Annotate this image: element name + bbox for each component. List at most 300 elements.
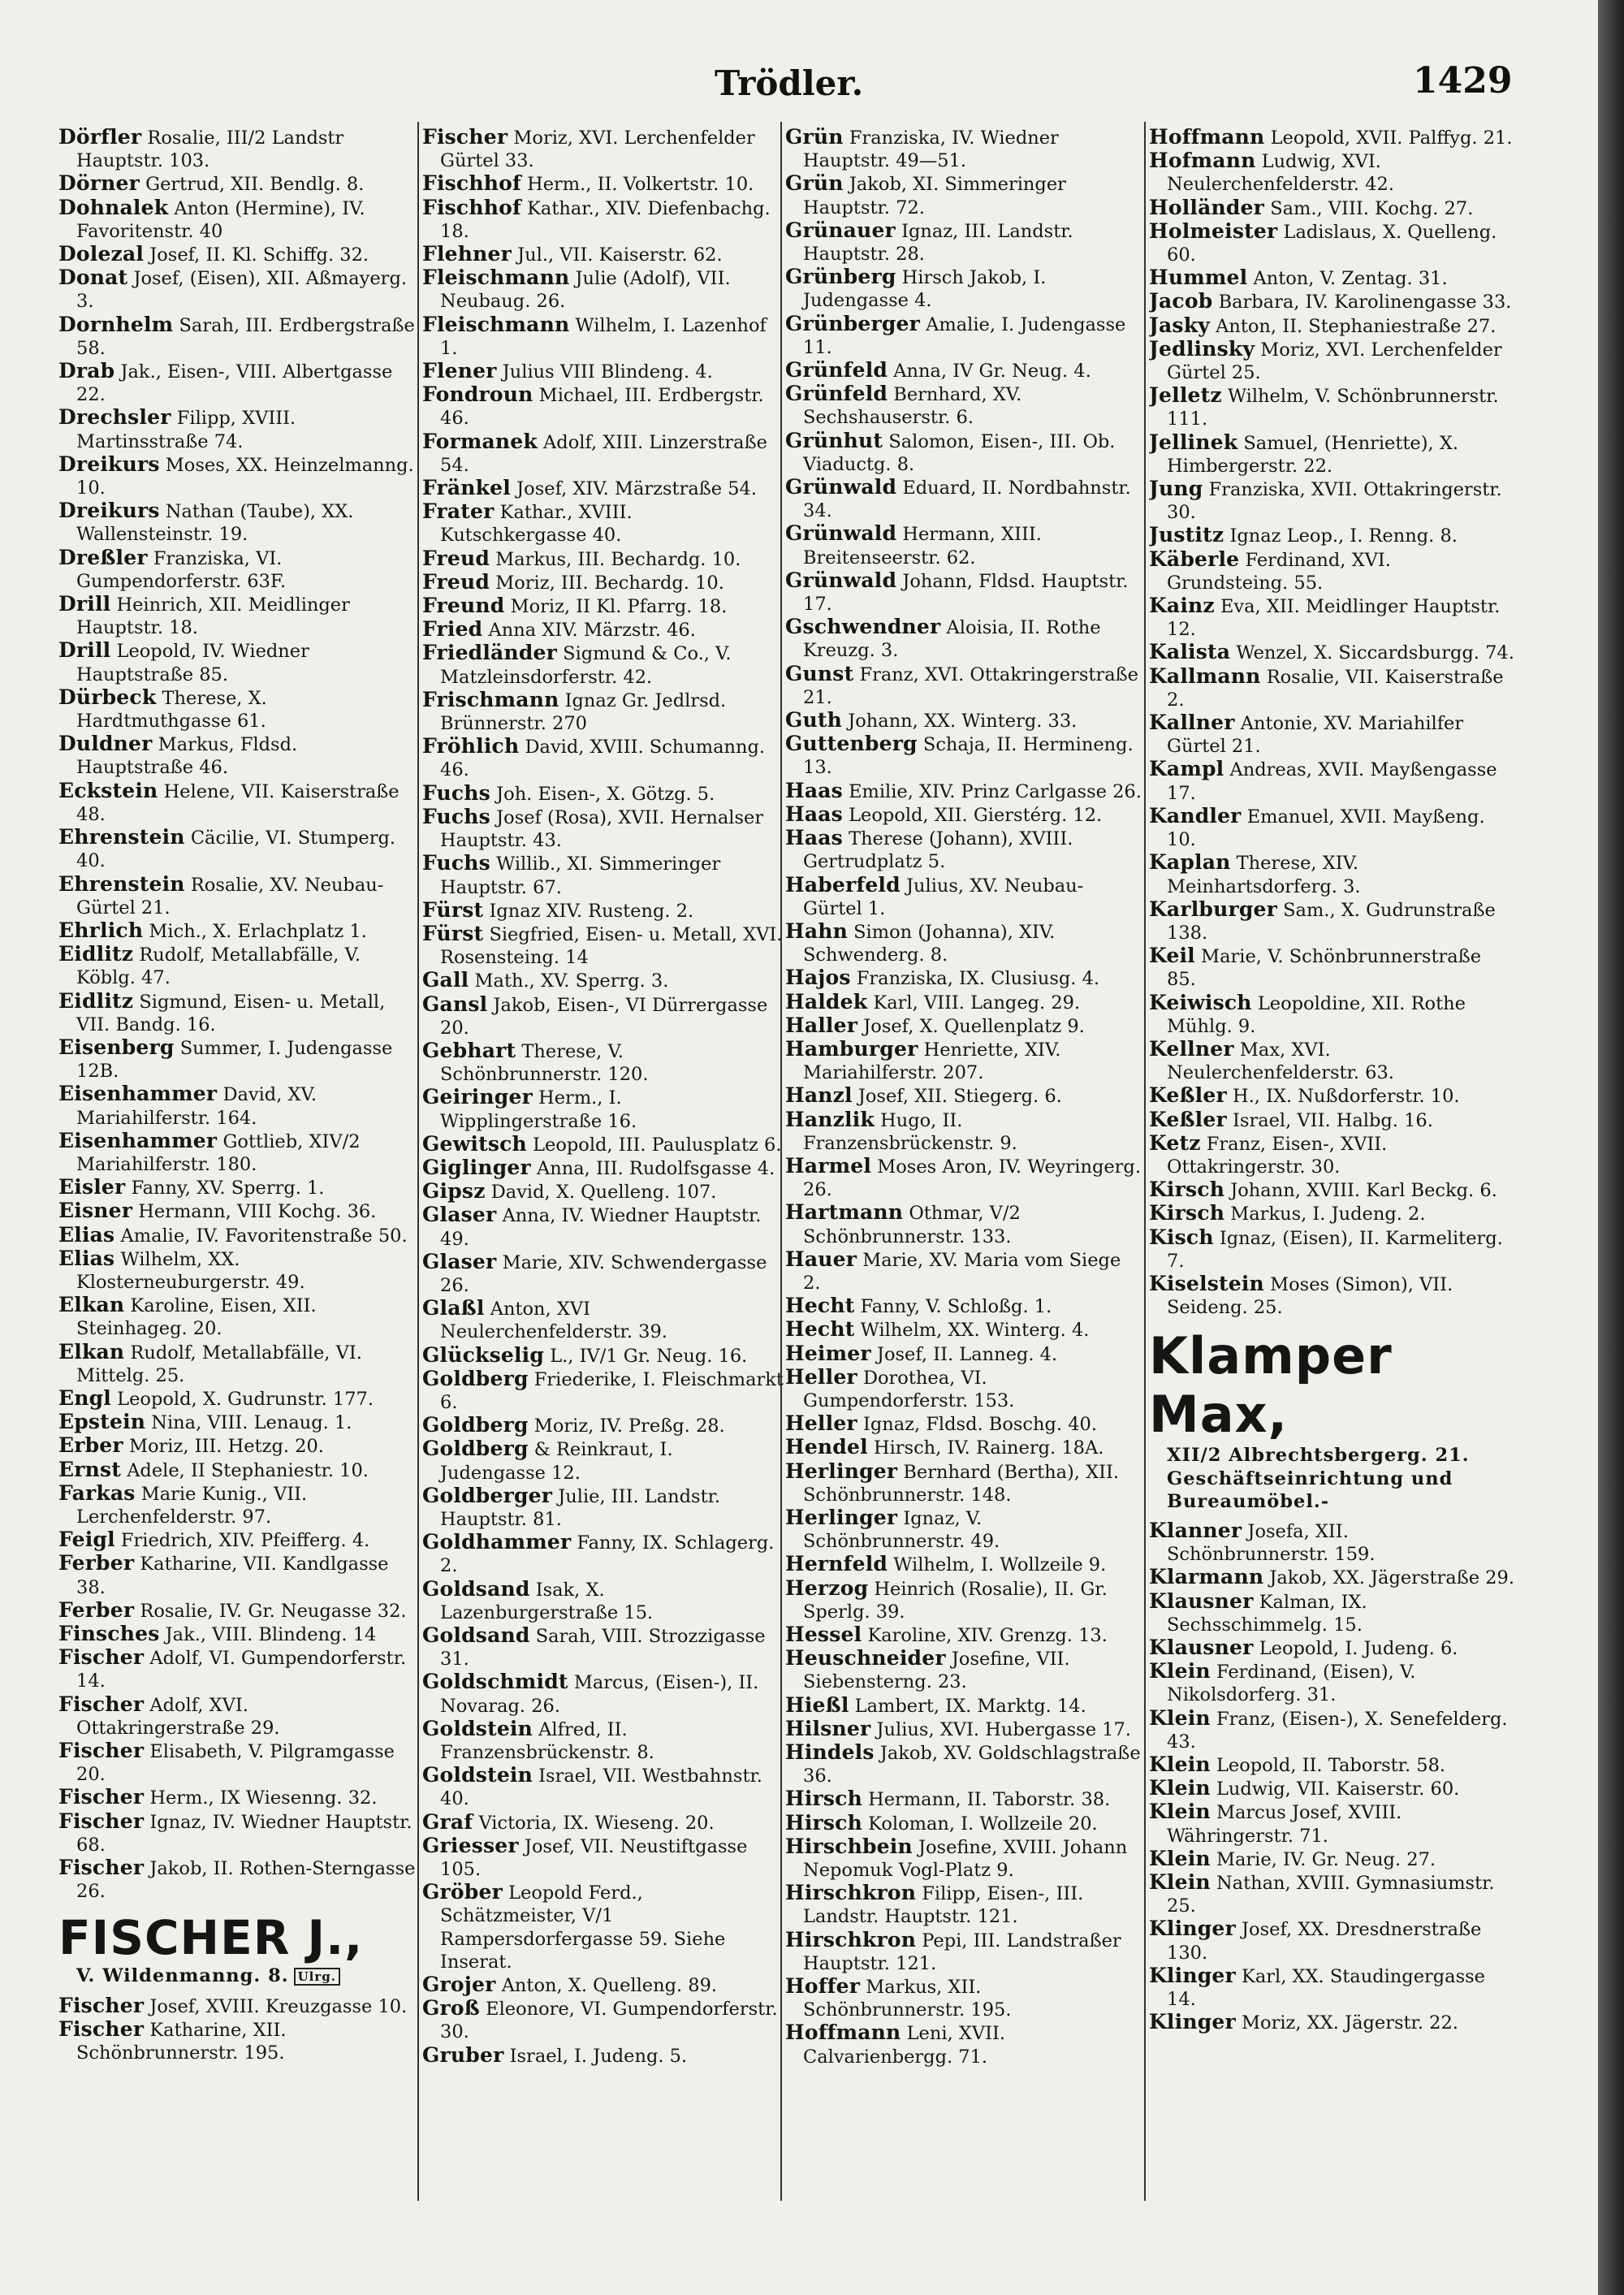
entry-surname: Holmeister [1149, 218, 1278, 243]
entry-surname: Fürst [422, 921, 484, 945]
entry-surname: Haller [785, 1013, 858, 1037]
directory-entry [422, 1485, 784, 1531]
entry-surname: Klausner [1149, 1635, 1254, 1659]
entry-surname: Dörfler [58, 126, 142, 149]
entry-surname: Grünberg [785, 265, 896, 289]
entry-surname: Grünauer [785, 218, 896, 242]
directory-entry [785, 1412, 1142, 1436]
directory-entry [785, 1741, 1142, 1787]
entry-surname: Engl [58, 1385, 112, 1410]
entry-surname: Freund [422, 594, 505, 618]
entry-details: Emanuel, XVII. Mayßeng. 10. [1167, 806, 1485, 851]
directory-column-4 [1149, 126, 1514, 2205]
entry-details: Marie Kunig., VII. Lerchenfelderstr. 97. [76, 1483, 308, 1528]
entry-details: Rosalie, IV. Gr. Neugasse 32. [140, 1600, 407, 1622]
directory-entry [785, 1835, 1142, 1882]
directory-entry [422, 1156, 784, 1180]
entry-surname: Hoffer [785, 1974, 861, 1999]
entry-details: Adolf, VI. Gumpendorferstr. 14. [76, 1648, 407, 1692]
entry-surname: Frischmann [422, 687, 559, 711]
entry-surname: Hirschkron [785, 1881, 917, 1905]
entry-details: Willib., XI. Simmeringer Hauptstr. 67. [440, 854, 721, 898]
entry-details: Hirsch, IV. Rainerg. 18A. [873, 1437, 1104, 1459]
entry-surname: Haas [785, 778, 843, 802]
entry-details: Franz, XVI. Ottakringerstraße 21. [803, 663, 1138, 708]
entry-surname: Giglinger [422, 1155, 531, 1179]
directory-entry [58, 313, 416, 360]
entry-surname: Hartmann [785, 1200, 904, 1225]
entry-surname: Grünwald [785, 521, 897, 546]
entry-details: Salomon, Eisen-, III. Ob. Viaductg. 8. [803, 430, 1116, 475]
directory-entry [422, 1718, 784, 1764]
directory-entry [58, 639, 416, 685]
entry-details: Josef, XII. Stiegerg. 6. [857, 1086, 1062, 1108]
entry-details: Gottlieb, XIV/2 Mariahilferstr. 180. [76, 1130, 361, 1175]
entry-details: Anna XIV. Märzstr. 46. [488, 620, 696, 642]
directory-entry [422, 2044, 784, 2068]
entry-surname: Drab [58, 359, 115, 383]
entry-surname: Heller [785, 1411, 857, 1436]
entry-details: Rosalie, III/2 Landstr Hauptstr. 103. [76, 128, 344, 172]
directory-entry [1149, 149, 1514, 196]
directory-entry [785, 266, 1142, 312]
entry-details: Marcus Josef, XVIII. Währingerstr. 71. [1167, 1802, 1402, 1847]
entry-details: Therese, XIV. Meinhartsdorferg. 3. [1167, 853, 1361, 897]
entry-details: Lambert, IX. Marktg. 14. [854, 1695, 1086, 1717]
directory-entry [422, 266, 784, 313]
directory-entry [58, 1341, 416, 1387]
directory-entry [422, 642, 784, 688]
entry-surname: Jasky [1149, 313, 1210, 337]
entry-surname: Erber [58, 1433, 123, 1458]
entry-surname: Fischer [58, 2016, 145, 2041]
entry-details: Rudolf, Metallabfälle, V. Köblg. 47. [76, 944, 361, 989]
entry-details: Fanny, XV. Sperrg. 1. [131, 1178, 325, 1199]
running-head [0, 57, 1598, 106]
directory-entry [58, 1411, 416, 1434]
directory-entry [1149, 1109, 1514, 1132]
entry-details: Ludwig, XVI. Neulerchenfelderstr. 42. [1167, 151, 1394, 196]
directory-entry [58, 1856, 416, 1903]
entry-surname: Dörner [58, 171, 140, 196]
entry-details: Josefine, XVIII. Johann Nepomuk Vogl-Platz 9. [803, 1836, 1128, 1882]
entry-surname: Hummel [1149, 266, 1248, 290]
entry-details: Wilhelm, XX. Klosterneuburgerstr. 49. [76, 1248, 305, 1293]
entry-surname: Gröber [422, 1880, 503, 1904]
entry-details: Kathar., XIV. Diefenbachg. 18. [440, 197, 771, 242]
entry-details: & Reinkraut, I. Judengasse 12. [440, 1439, 673, 1484]
entry-details: Therese (Johann), XVIII. Gertrudplatz 5. [803, 828, 1073, 873]
entry-details: Jak., Eisen-, VIII. Albertgasse 22. [76, 361, 393, 406]
entry-details: Josef, XVIII. Kreuzgasse 10. [149, 1995, 408, 2017]
entry-details: Franziska, IV. Wiedner Hauptstr. 49—51. [803, 128, 1059, 172]
directory-entry [58, 1740, 416, 1786]
directory-entry [1149, 1132, 1514, 1178]
directory-entry [422, 1204, 784, 1250]
entry-surname: Hoffmann [785, 2021, 901, 2045]
entry-details: Simon (Johanna), XIV. Schwenderg. 8. [803, 921, 1056, 966]
entry-details: Franz, Eisen-, XVII. Ottakringerstr. 30. [1167, 1133, 1388, 1178]
entry-details: David, XV. Mariahilferstr. 164. [76, 1084, 317, 1129]
entry-details: Hermann, VIII Kochg. 36. [138, 1201, 377, 1223]
directory-entry [58, 1176, 416, 1199]
entry-surname: Kainz [1149, 594, 1215, 618]
entry-surname: Dohnalek [58, 195, 169, 219]
directory-entry [422, 1811, 784, 1835]
directory-entry [785, 1647, 1142, 1693]
entry-surname: Elkan [58, 1293, 125, 1317]
entry-surname: Goldberger [422, 1483, 553, 1507]
directory-entry [58, 1387, 416, 1411]
entry-surname: Gunst [785, 661, 854, 685]
entry-details: Wilhelm, I. Wollzeile 9. [893, 1554, 1107, 1576]
advertisement-text [1149, 1444, 1514, 1513]
entry-surname: Kisch [1149, 1225, 1214, 1249]
entry-surname: Eisner [58, 1199, 133, 1223]
directory-entry [422, 1764, 784, 1810]
entry-surname: Graf [422, 1809, 473, 1834]
entry-surname: Haas [785, 826, 843, 850]
directory-entry [785, 1014, 1142, 1038]
directory-entry [422, 1881, 784, 1973]
entry-details: Sam., X. Gudrunstraße 138. [1167, 899, 1496, 944]
entry-details: Kathar., XVIII. Kutschkergasse 40. [440, 502, 633, 547]
entry-details: Johann, XVIII. Karl Beckg. 6. [1230, 1180, 1497, 1202]
directory-entry [422, 1344, 784, 1368]
directory-entry [1149, 524, 1514, 547]
entry-surname: Gewitsch [422, 1131, 527, 1156]
entry-surname: Fischer [58, 1692, 145, 1716]
entry-details: Jakob, XI. Simmeringer Hauptstr. 72. [803, 174, 1066, 218]
directory-entry [1149, 758, 1514, 804]
directory-entry [422, 993, 784, 1039]
entry-details: Therese, X. Hardtmuthgasse 61. [76, 687, 267, 733]
entry-details: Israel, I. Judeng. 5. [509, 2045, 688, 2067]
entry-surname: Herlinger [785, 1459, 898, 1483]
entry-surname: Kallner [1149, 711, 1235, 735]
entry-surname: Drill [58, 592, 111, 616]
directory-entry [785, 1294, 1142, 1318]
entry-surname: Duldner [58, 732, 153, 756]
entry-details: Karoline, XIV. Grenzg. 13. [867, 1625, 1108, 1646]
directory-entry [58, 243, 416, 266]
directory-entry [58, 266, 416, 313]
entry-surname: Fischer [58, 1645, 145, 1670]
entry-details: Anna, III. Rudolfsgasse 4. [537, 1157, 775, 1179]
entry-details: Josef, XIV. Märzstraße 54. [516, 478, 758, 500]
entry-surname: Fried [422, 617, 483, 642]
directory-entry [785, 382, 1142, 429]
entry-details: Franz, (Eisen-), X. Senefelderg. 43. [1167, 1708, 1508, 1753]
entry-surname: Eisler [58, 1175, 126, 1199]
directory-entry [1149, 1871, 1514, 1917]
directory-entry [1149, 1636, 1514, 1660]
directory-entry [1149, 220, 1514, 266]
entry-surname: Fischer [422, 126, 508, 149]
entry-details: Pepi, III. Landstraßer Hauptstr. 121. [803, 1930, 1121, 1974]
entry-surname: Fischer [58, 1809, 145, 1833]
entry-surname: Gruber [422, 2042, 504, 2067]
entry-surname: Grünwald [785, 475, 897, 499]
entry-details: Emilie, XIV. Prinz Carlgasse 26. [849, 780, 1142, 802]
entry-surname: Grünberger [785, 311, 920, 335]
directory-entry [1149, 711, 1514, 758]
entry-surname: Hindels [785, 1740, 875, 1765]
directory-entry [785, 803, 1142, 827]
entry-details: Josef, (Eisen), XII. Aßmayerg. 3. [76, 268, 407, 313]
directory-entry [58, 1646, 416, 1692]
entry-details: Ignaz, V. Schönbrunnerstr. 49. [803, 1507, 1000, 1553]
entry-details: Aloisia, II. Rothe Kreuzg. 3. [803, 617, 1101, 662]
entry-details: Rudolf, Metallabfälle, VI. Mittelg. 25. [76, 1342, 362, 1386]
entry-details: Wilhelm, I. Lazenhof 1. [440, 314, 767, 359]
directory-entry [1149, 851, 1514, 897]
directory-entry [1149, 1848, 1514, 1871]
entry-details: Josefa, XII. Schönbrunnerstr. 159. [1167, 1520, 1376, 1566]
entry-details: Samuel, (Henriette), X. Himbergerstr. 22. [1167, 432, 1458, 477]
directory-entry [785, 1460, 1142, 1506]
entry-surname: Elias [58, 1246, 115, 1270]
directory-entry [58, 919, 416, 943]
directory-entry [785, 1577, 1142, 1623]
entry-details: Julius, XVI. Hubergasse 17. [876, 1718, 1131, 1740]
entry-details: Moses, XX. Heinzelmanng. 10. [76, 454, 414, 499]
directory-column-2 [422, 126, 784, 2205]
column-divider [1144, 122, 1146, 2201]
entry-surname: Groß [422, 1996, 480, 2021]
entry-details: Elisabeth, V. Pilgramgasse 20. [76, 1741, 395, 1786]
entry-surname: Flener [422, 359, 497, 383]
entry-surname: Klinger [1149, 1917, 1236, 1941]
directory-entry [58, 1083, 416, 1129]
entry-details: Leopold, IV. Wiedner Hauptstraße 85. [76, 641, 309, 685]
entry-details: Amalie, I. Judengasse 11. [803, 313, 1126, 358]
entry-details: Othmar, V/2 Schönbrunnerstr. 133. [803, 1203, 1021, 1247]
entry-details: Michael, III. Erdbergstr. 46. [440, 385, 764, 430]
directory-entry [1149, 1590, 1514, 1636]
directory-entry [58, 453, 416, 499]
directory-entry [422, 1368, 784, 1414]
entry-surname: Hoffmann [1149, 126, 1265, 149]
directory-entry [785, 1342, 1142, 1366]
directory-entry [422, 1297, 784, 1343]
entry-surname: Kiselstein [1149, 1271, 1264, 1295]
directory-entry [58, 1623, 416, 1646]
entry-details: Markus, Fldsd. Hauptstraße 46. [76, 734, 298, 779]
entry-surname: Hirschbein [785, 1834, 913, 1858]
directory-entry [422, 806, 784, 852]
entry-surname: Glaser [422, 1249, 497, 1273]
entry-surname: Klein [1149, 1705, 1211, 1730]
entry-surname: Goldschmidt [422, 1670, 568, 1694]
entry-details: Marie, XV. Maria vom Siege 2. [803, 1249, 1121, 1294]
entry-surname: Jedlinsky [1149, 336, 1255, 361]
entry-surname: Kallmann [1149, 663, 1261, 688]
entry-surname: Fischer [58, 1785, 145, 1809]
entry-details: Herm., II. Volkertstr. 10. [527, 174, 754, 196]
entry-surname: Kaplan [1149, 850, 1231, 875]
entry-details: Kalman, IX. Sechsschimmelg. 15. [1167, 1591, 1367, 1636]
directory-entry [58, 197, 416, 243]
directory-entry [58, 1552, 416, 1598]
directory-entry [422, 430, 784, 477]
directory-entry [1149, 338, 1514, 384]
entry-surname: Hahn [785, 918, 848, 943]
entry-surname: Goldstein [422, 1716, 533, 1740]
directory-entry [1149, 290, 1514, 313]
entry-surname: Eckstein [58, 778, 158, 802]
directory-entry [1149, 1964, 1514, 2011]
entry-surname: Klinger [1149, 1963, 1236, 1987]
entry-details: Friedrich, XIV. Pfeifferg. 4. [120, 1530, 370, 1552]
directory-entry [1149, 478, 1514, 524]
directory-entry [58, 1810, 416, 1856]
entry-details: Marie, V. Schönbrunnerstraße 85. [1167, 946, 1482, 991]
directory-entry [58, 2018, 416, 2064]
directory-entry [1149, 266, 1514, 290]
directory-entry [1149, 1519, 1514, 1566]
directory-entry [422, 571, 784, 594]
entry-surname: Freud [422, 569, 490, 594]
entry-surname: Ketz [1149, 1130, 1201, 1155]
entry-details: Sigmund, Eisen- u. Metall, VII. Bandg. 16. [76, 991, 386, 1035]
entry-surname: Guth [785, 708, 843, 733]
entry-details: Israel, VII. Halbg. 16. [1233, 1109, 1433, 1131]
entry-details: Julius, XV. Neubau-Gürtel 1. [803, 875, 1084, 919]
entry-details: Josef, X. Quellenplatz 9. [863, 1015, 1085, 1037]
entry-surname: Kandler [1149, 803, 1242, 828]
entry-surname: Klein [1149, 1753, 1211, 1776]
entry-surname: Elias [58, 1222, 115, 1247]
directory-entry [422, 899, 784, 923]
entry-details: Antonie, XV. Mariahilfer Gürtel 21. [1167, 713, 1464, 758]
entry-details: Ladislaus, X. Quelleng. 60. [1167, 221, 1497, 266]
entry-details: Anton, X. Quelleng. 89. [501, 1975, 718, 1997]
entry-details: Leni, XVII. Calvarienbergg. 71. [803, 2023, 1006, 2068]
directory-entry [422, 1624, 784, 1670]
entry-details: Leopold Ferd., Schätzmeister, V/1 Rampersdorfergasse 59. Siehe Inserat. [440, 1882, 726, 1973]
advertisement-name: FISCHER J., [58, 1910, 364, 1966]
entry-surname: Hecht [785, 1317, 855, 1342]
entry-surname: Hauer [785, 1247, 857, 1271]
directory-entry [422, 689, 784, 735]
directory-entry [422, 243, 784, 266]
advertisement-text [58, 1964, 416, 1987]
directory-entry [785, 219, 1142, 266]
entry-details: Karl, VIII. Langeg. 29. [873, 992, 1081, 1014]
entry-details: Koloman, I. Wollzeile 20. [868, 1813, 1098, 1835]
entry-surname: Herzog [785, 1575, 869, 1600]
directory-entry [1149, 898, 1514, 944]
entry-details: Moriz, XX. Jägerstr. 22. [1242, 2012, 1458, 2034]
entry-details: Ignaz Leop., I. Renng. 8. [1229, 525, 1458, 547]
entry-surname: Fischer [58, 1993, 145, 2017]
entry-surname: Fleischmann [422, 312, 570, 336]
entry-details: Rosalie, VII. Kaiserstraße 2. [1167, 666, 1504, 711]
entry-details: Andreas, XVII. Mayßengasse 17. [1167, 759, 1497, 804]
entry-details: Summer, I. Judengasse 12B. [76, 1037, 393, 1083]
directory-entry [785, 1553, 1142, 1576]
entry-surname: Goldberg [422, 1437, 529, 1461]
entry-surname: Karlburger [1149, 897, 1277, 921]
entry-details: Nina, VIII. Lenaug. 1. [151, 1412, 352, 1434]
entry-details: Anton, V. Zentag. 31. [1253, 268, 1448, 290]
entry-surname: Gebhart [422, 1038, 516, 1062]
directory-entry [1149, 384, 1514, 430]
entry-surname: Gall [422, 968, 469, 992]
directory-entry [785, 1506, 1142, 1553]
entry-surname: Drechsler [58, 405, 171, 430]
entry-details: Moriz, IV. Preßg. 28. [533, 1415, 725, 1437]
entry-surname: Grünwald [785, 568, 897, 592]
entry-surname: Hirschkron [785, 1927, 917, 1951]
directory-entry [422, 969, 784, 992]
entry-surname: Grünhut [785, 428, 883, 452]
entry-details: Anton, II. Stephaniestraße 27. [1216, 315, 1497, 337]
entry-surname: Elkan [58, 1339, 125, 1364]
directory-entry [1149, 1038, 1514, 1084]
entry-surname: Fuchs [422, 804, 490, 828]
entry-details: Ignaz, Fldsd. Boschg. 40. [862, 1414, 1097, 1436]
directory-entry [58, 1130, 416, 1176]
entry-details: Josef, XX. Dresdnerstraße 130. [1167, 1919, 1482, 1964]
entry-details: Ignaz, (Eisen), II. Karmeliterg. 7. [1167, 1227, 1503, 1272]
entry-details: Marie, XIV. Schwendergasse 26. [440, 1251, 767, 1296]
entry-surname: Dreßler [58, 545, 148, 569]
directory-entry [785, 569, 1142, 616]
directory-entry [422, 500, 784, 547]
entry-surname: Guttenberg [785, 732, 918, 756]
entry-details: Fanny, V. Schloßg. 1. [860, 1296, 1052, 1318]
entry-surname: Justitz [1149, 523, 1224, 547]
directory-entry [422, 1133, 784, 1156]
entry-details: Sigmund & Co., V. Matzleinsdorferstr. 42. [440, 643, 732, 688]
directory-entry [58, 1036, 416, 1083]
entry-details: Rosalie, XV. Neubau-Gürtel 21. [76, 874, 384, 918]
directory-entry [422, 1997, 784, 2043]
entry-surname: Eidlitz [58, 988, 134, 1013]
entry-surname: Gipsz [422, 1179, 486, 1204]
entry-details: Amalie, IV. Favoritenstraße 50. [120, 1225, 408, 1247]
entry-details: Hermann, XIII. Breitenseerstr. 62. [803, 524, 1042, 568]
entry-surname: Glaßl [422, 1296, 485, 1320]
entry-details: Adolf, XIII. Linzerstraße 54. [440, 431, 767, 476]
directory-entry [422, 1039, 784, 1086]
entry-surname: Holländer [1149, 195, 1265, 219]
entry-surname: Frater [422, 499, 495, 524]
entry-details: Henriette, XIV. Mariahilferstr. 207. [803, 1039, 1061, 1084]
directory-entry [58, 733, 416, 779]
entry-details: Moses Aron, IV. Weyringerg. 26. [803, 1156, 1141, 1201]
entry-details: Ludwig, VII. Kaiserstr. 60. [1216, 1779, 1460, 1800]
directory-entry [58, 1294, 416, 1340]
entry-details: Julie (Adolf), VII. Neubaug. 26. [440, 268, 731, 313]
directory-entry [1149, 197, 1514, 220]
directory-entry [785, 1201, 1142, 1247]
advertisement-name: Klamper Max, [1149, 1326, 1393, 1445]
directory-entry [785, 430, 1142, 476]
entry-details: Leopoldine, XII. Rothe Mühlg. 9. [1167, 992, 1466, 1037]
entry-details: Herm., I. Wipplingerstraße 16. [440, 1087, 637, 1132]
entry-details: Dorothea, VI. Gumpendorferstr. 153. [803, 1367, 1015, 1411]
entry-surname: Freud [422, 546, 490, 570]
directory-entry [422, 1531, 784, 1577]
entry-details: Cäcilie, VI. Stumperg. 40. [76, 828, 396, 872]
entry-details: Leopold, XII. Gierstérg. 12. [849, 804, 1103, 826]
entry-surname: Grünfeld [785, 358, 888, 382]
entry-surname: Goldsand [422, 1576, 530, 1601]
entry-surname: Friedländer [422, 641, 557, 665]
